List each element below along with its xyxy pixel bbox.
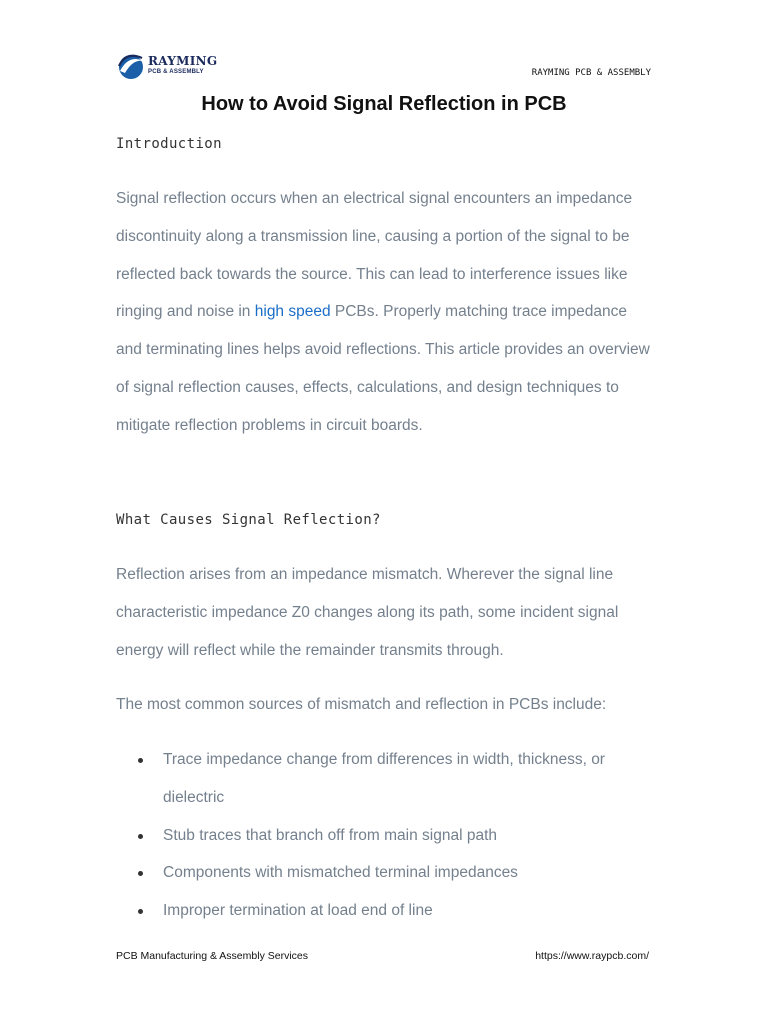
bullet-icon <box>138 834 143 839</box>
list-item <box>116 817 656 855</box>
list-item-text: Components with mismatched terminal impedances <box>163 864 518 882</box>
high-speed-link[interactable]: high speed <box>254 303 331 321</box>
list-item-text: Trace impedance change from differences in width, thickness, or dielectric <box>163 751 605 806</box>
list-item <box>116 892 656 930</box>
intro-text-end: PCBs. Properly matching trace impedance and terminating lines helps avoid reflections. This article provides an overview of signal reflection causes, effects, calculations, and design techniques to mitigate reflection problems in circuit boards. <box>116 303 650 434</box>
bullet-icon <box>138 871 143 876</box>
list-item-text: Improper termination at load end of line <box>163 902 433 920</box>
section-heading-introduction: Introduction <box>116 136 222 152</box>
logo-name: RAYMING <box>148 54 218 68</box>
bullet-icon <box>138 909 143 914</box>
list-item-text: Stub traces that branch off from main signal path <box>163 826 498 844</box>
footer-services-text: PCB Manufacturing & Assembly Services <box>116 950 308 962</box>
page-title: How to Avoid Signal Reflection in PCB <box>201 93 567 115</box>
sources-intro-paragraph: The most common sources of mismatch and reflection in PCBs include: <box>116 696 607 713</box>
intro-text-start: Signal reflection occurs when an electrical signal encounters an impedance discontinuity along a transmission line, causing a portion of the signal to be reflected back towards the source. This can lead to interference issues like ringing and noise in <box>116 190 633 321</box>
logo-swoosh-icon <box>116 52 146 82</box>
mismatch-sources-list <box>116 741 656 930</box>
section-heading-causes: What Causes Signal Reflection? <box>116 512 381 528</box>
intro-paragraph <box>116 180 656 445</box>
list-item <box>116 854 656 892</box>
footer-website-link[interactable]: https://www.raypcb.com/ <box>535 950 649 962</box>
logo-subtitle: PCB & ASSEMBLY <box>148 69 204 75</box>
list-item <box>116 741 656 817</box>
header-company-text: RAYMING PCB & ASSEMBLY <box>531 68 651 78</box>
causes-paragraph: Reflection arises from an impedance mismatch. Wherever the signal line characteristic impedance Z0 changes along its path, some incident signal energy will reflect while the remainder transmits through. <box>116 566 619 659</box>
bullet-icon <box>138 758 143 763</box>
